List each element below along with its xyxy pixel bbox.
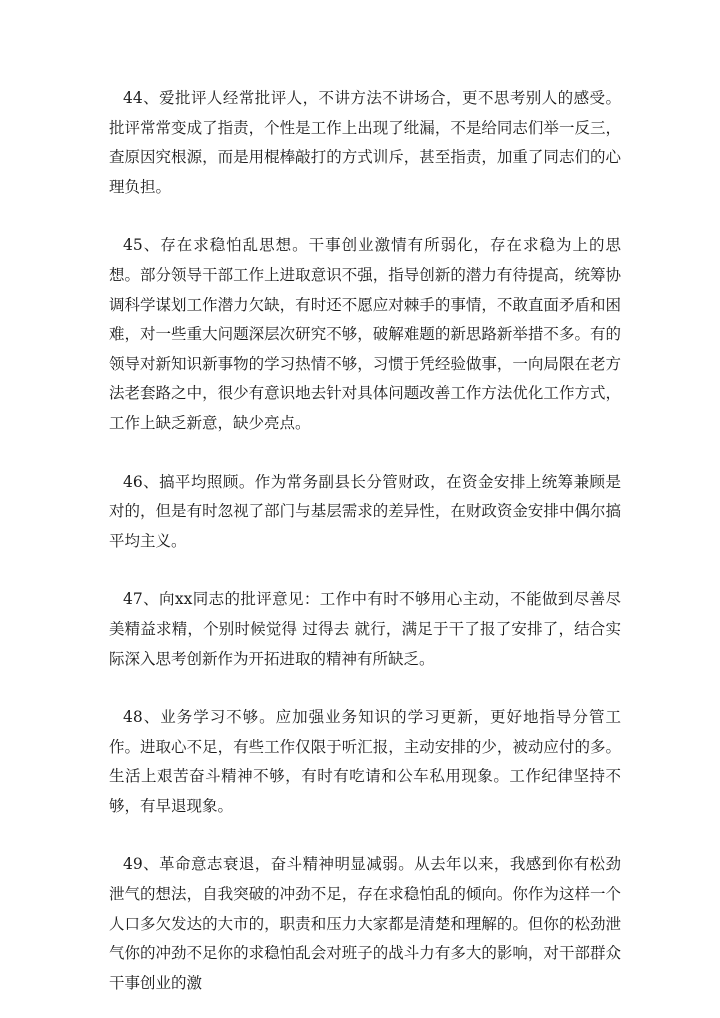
paragraph-number: 44、 [123,89,160,107]
paragraph-number: 49、 [123,855,160,874]
document-body [109,84,621,998]
paragraph-number: 45、 [123,236,161,255]
paragraph-text: 革命意志衰退，奋斗精神明显减弱。从去年以来，我感到你有松劲泄气的想法，自我突破的冲劲不足，存在求稳怕乱的倾向。你作为这样一个人口多欠发达的大市的，职责和压力大家都是清楚和理解的。但你的松劲泄气你的冲劲不足你的求稳怕乱会对班子的战斗力有多大的影响，对干部群众干事创业的激 [109,855,621,992]
paragraph-45 [109,231,621,438]
paragraph-47 [109,585,621,674]
paragraph-number: 48、 [123,708,161,727]
paragraph-text: 存在求稳怕乱思想。干事创业激情有所弱化，存在求稳为上的思想。部分领导干部工作上进取意识不强，指导创新的潜力有待提高，统筹协调科学谋划工作潜力欠缺，有时还不愿应对棘手的事情，不敢直面矛盾和困难，对一些重大问题深层次研究不够，破解难题的新思路新举措不多。有的领导对新知识新事物的学习热情不够，习惯于凭经验做事，一向局限在老方法老套路之中，很少有意识地去针对具体问题改善工作方法优化工作方式，工作上缺乏新意，缺少亮点。 [109,236,621,432]
paragraph-text: 搞平均照顾。作为常务副县长分管财政，在资金安排上统筹兼顾是对的，但是有时忽视了部门与基层需求的差异性，在财政资金安排中偶尔搞平均主义。 [109,472,621,550]
paragraph-text: 向xx同志的批评意见：工作中有时不够用心主动，不能做到尽善尽美精益求精，个别时候觉得 过得去 就行，满足于干了报了安排了，结合实际深入思考创新作为开拓进取的精神有所缺乏。 [109,590,621,668]
paragraph-46 [109,468,621,557]
paragraph-text: 爱批评人经常批评人，不讲方法不讲场合，更不思考别人的感受。批评常常变成了指责，个性是工作上出现了纰漏，不是给同志们举一反三，查原因究根源，而是用棍棒敲打的方式训斥，甚至指责，加重了同志们的心理负担。 [109,89,621,196]
paragraph-number: 46、 [123,472,160,491]
paragraph-44 [109,84,621,202]
paragraph-number: 47、 [123,590,159,609]
paragraph-48 [109,703,621,821]
paragraph-49 [109,850,621,998]
paragraph-text: 业务学习不够。应加强业务知识的学习更新，更好地指导分管工作。进取心不足，有些工作仅限于听汇报，主动安排的少，被动应付的多。生活上艰苦奋斗精神不够，有时有吃请和公车私用现象。工作纪律坚持不够，有早退现象。 [109,708,621,815]
